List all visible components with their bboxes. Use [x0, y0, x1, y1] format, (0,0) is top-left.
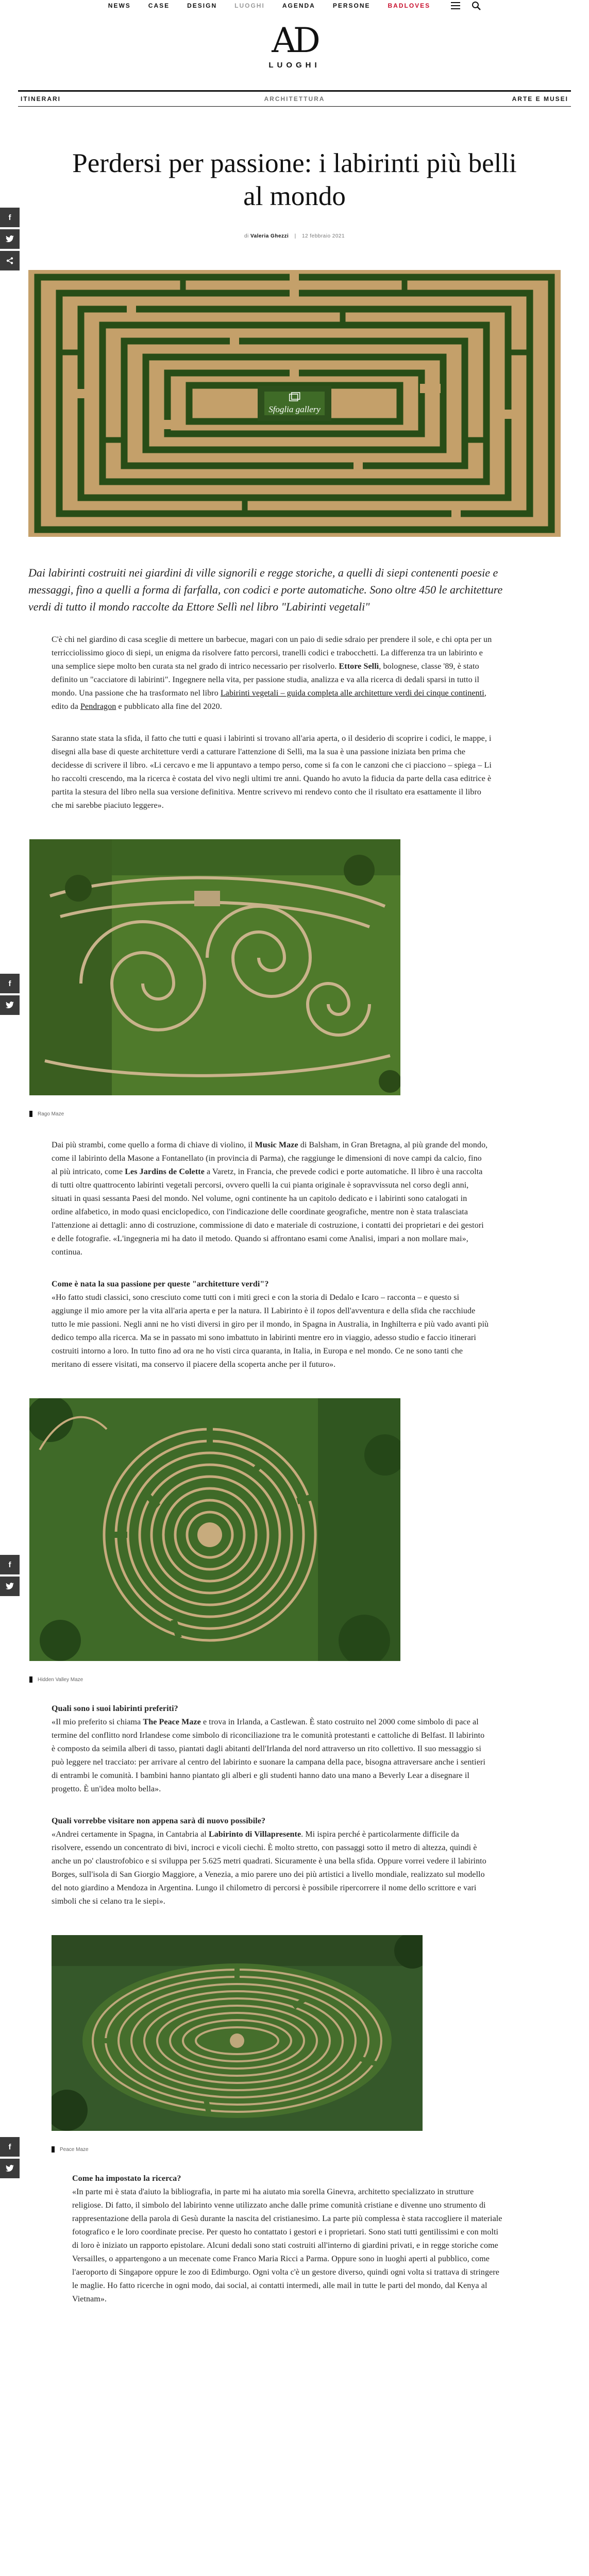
paragraph-3 — [52, 1139, 490, 1259]
article-lead: Dai labirinti costruiti nei giardini di ville signorili e regge storiche, a quelli di siepi contenenti poesie e messaggi, fino a quelli a forma di farfalla, con codici e porte automatiche. Sono oltre 450 le architetture verdi di tutto il mondo raccolte da Ettore Sellì nel libro "Labirinti vegetali" — [28, 566, 503, 613]
share-rail — [0, 208, 20, 273]
nav-item-design[interactable]: DESIGN — [187, 2, 217, 9]
facebook-share-button[interactable] — [0, 208, 20, 227]
article-title: Perdersi per passione: i labirinti più belli al mondo — [72, 148, 517, 211]
paragraph-2: Saranno state stata la sfida, il fatto che tutti e quasi i labirinti si trovano all'aria aperta, o il desiderio di scoprire i codici, le mappe, i disegni alla base di queste architetture verdi a catturare l'attenzione di Sellì, ma la sua è una passione iniziata ben prima che decidesse di scrivere il libro. «Li cercavo e me li appuntavo a tempo perso, come si fa con le canzoni che ci piacciono – spiega – Li ho raccolti crescendo, ma la ricerca è costata del vivo negli ultimi tre anni. Quando ho avuto la fiducia da parte della casa editrice è partita la stesura del libro nella sua versione definitiva. Mentre scrivevo mi rendevo conto che il risultato era esattamente il libro che mi sarebbe piaciuto leggere». — [52, 734, 492, 810]
nav-item-news[interactable]: NEWS — [108, 2, 131, 9]
brand-logo[interactable] — [0, 11, 589, 70]
a1-text-b: dell'avventura e della sfida che racchiude tutto le mie passioni. Negli anni ne ho visti diversi in giro per il mondo, in Spagna in Australia, in Inghilterra e più vado avanti più dedico tempo alla ricerca. Ma se in passato mi sono imbattuto in labirinti mentre ero in viaggio, adesso studio e faccio itinerari costruiti intorno a loro. In tutto fino ad ora ne ho visti circa quaranta, in Italia, in Europa e nel mondo. Ce ne sono tanti che meritano di essere visitati, ma conservo il piacere della scoperta anche per il futuro». — [52, 1307, 489, 1369]
question-1: Come è nata la sua passione per queste "architetture verdi"? — [52, 1280, 269, 1289]
answer-2 — [52, 1716, 490, 1796]
menu-icon[interactable] — [451, 2, 460, 9]
p3-text-a: Dai più strambi, come quello a forma di chiave di violino, il — [52, 1141, 255, 1149]
caption-hidden-valley-maze — [29, 1676, 589, 1683]
answer-1 — [52, 1291, 490, 1371]
nav-item-badloves[interactable]: BADLOVES — [388, 2, 431, 9]
gallery-icon — [289, 392, 300, 401]
twitter-share-button-3[interactable] — [0, 1577, 20, 1596]
logo-mark: AD — [272, 21, 317, 60]
section-navigation — [18, 90, 571, 107]
caption-text: Rago Maze — [38, 1111, 64, 1117]
publisher-link[interactable]: Pendragon — [80, 702, 116, 711]
twitter-icon — [6, 2165, 14, 2172]
hero-image[interactable] — [28, 270, 561, 537]
rago-maze-image[interactable] — [29, 839, 400, 1095]
p1-text-c: , edito da — [52, 689, 486, 711]
caption-text: Hidden Valley Maze — [38, 1676, 83, 1683]
twitter-icon — [6, 1002, 14, 1009]
p3-text-b: di Balsham, in Gran Bretagna, al più grande del mondo, come il labirinto della Masone a Fontanellato (in provincia di Parma), che raggiunge le dimensioni di nove campi da calcio, fino al più intricato, come — [52, 1141, 488, 1176]
facebook-icon: f — [8, 979, 11, 988]
hidden-valley-maze-image[interactable] — [29, 1398, 400, 1661]
search-icon[interactable] — [472, 1, 481, 10]
p1-name: Ettore Sellì — [339, 662, 379, 671]
section-link-architettura[interactable]: ARCHITETTURA — [264, 95, 325, 103]
byline — [0, 233, 589, 239]
p1-text-b: , bolognese, classe '89, è stato definito un "cacciatore di labirinti". Ingegnere nella vita, per passione studia, analizza e va alla ricerca di dedali sparsi in tutto il mondo. Una passione che ha trasformato nel libro — [52, 662, 479, 698]
peace-maze-image[interactable] — [52, 1935, 423, 2131]
question-3: Quali vorrebbe visitare non appena sarà di nuovo possibile? — [52, 1817, 266, 1825]
article-body-4 — [72, 2172, 505, 2306]
twitter-icon — [6, 235, 14, 243]
p3-name: Music Maze — [255, 1141, 298, 1149]
share-rail-3 — [0, 1555, 20, 1598]
author-name[interactable]: Valeria Ghezzi — [250, 233, 289, 239]
facebook-icon: f — [8, 213, 11, 222]
question-4: Come ha impostato la ricerca? — [72, 2174, 181, 2183]
twitter-share-button-2[interactable] — [0, 995, 20, 1015]
p1-text-d: e pubblicato alla fine del 2020. — [116, 702, 222, 711]
a3-text-b: . Mi ispira perché è particolarmente difficile da risolvere, essendo un concentrato di bivi, incroci e vicoli ciechi. È molto stretto, con passaggi sotto il metro di altezza, quindi è anche un po' claustrofobico e si sviluppa per 5.625 metri quadrati. Sicuramente è una bella sfida. Oppure vorrei vedere il labirinto Borges, sull'isola di San Giorgio Maggiore, a Venezia, a mio parere uno dei più artistici a livello mondiale, realizzato sul modello del noto giardino a Mendoza in Argentina. Lungo il chilometro di percorsi è possibile ripercorrere il nome dello scrittore e vari simboli che si celano tra le siepi». — [52, 1830, 486, 1906]
byline-separator: | — [294, 233, 296, 239]
a2-name: The Peace Maze — [143, 1718, 201, 1726]
a1-italic: topos — [317, 1307, 335, 1315]
section-link-arte-e-musei[interactable]: ARTE E MUSEI — [512, 95, 568, 103]
share-rail-4 — [0, 2137, 20, 2180]
facebook-icon: f — [8, 1560, 11, 1569]
publish-date: 12 febbraio 2021 — [301, 233, 345, 239]
share-rail-2 — [0, 974, 20, 1017]
gallery-label: Sfoglia gallery — [268, 404, 321, 414]
share-icon — [6, 257, 13, 264]
caption-marker — [29, 1676, 32, 1683]
paragraph-1 — [52, 633, 492, 714]
a2-text-b: e trova in Irlanda, a Castlewan. È stato costruito nel 2000 come simbolo di pace al termine del conflitto nord Irlandese come simbolo di riconciliazione tra le comunità protestanti e cattoliche di Belfast. Il labirinto è composto da seimila alberi di tasso, piantati dagli abitanti dell'Irlanda del nord attraverso un rito collettivo. Il suo messaggio si può leggere nel tracciato: per arrivare al centro del labirinto e suonare la campana della pace, bisogna attraversare anche i sentieri di entrambi le comunità. I bambini hanno piantato gli alberi e gli studenti hanno dato una mano a Beverly Lear a disegnare il progetto. È un'idea molto bella». — [52, 1718, 485, 1793]
answer-4: «In parte mi è stata d'aiuto la bibliografia, in parte mi ha aiutato mia sorella Ginevra, architetto specializzato in strutture religiose. Di fatto, il simbolo del labirinto venne utilizzato anche dalle prime comunità cristiane e divenne uno strumento di rappresentazione della parola di Gesù durante la nascita del cristianesimo. La parte più complessa è stata raccogliere il materiale fotografico e le loro coordinate precise. Per questo ho contattato i gestori e i proprietari. Sono stati tutti gentilissimi e con molti di loro è iniziato un rapporto epistolare. Alcuni dedali sono stati costruiti all'interno di giardini privati, e in regge storiche come Versailles, o appartengono a un mecenate come Franco Maria Ricci a Parma. Oppure sono in luoghi aperti al pubblico, come l'aeroporto di Singapore oppure le zoo di Edimburgo. Ogni volta c'è un gestore diverso, quindi ogni volta si trattava di stringere le maglie. Ho fatto ricerche in ogni modo, dai social, ai contatti intermedi, alle mail in tutte le parti del mondo, dal Kenya al Vietnam». — [72, 2188, 502, 2303]
facebook-share-button-3[interactable] — [0, 1555, 20, 1574]
nav-item-case[interactable]: CASE — [148, 2, 170, 9]
twitter-share-button-4[interactable] — [0, 2159, 20, 2178]
facebook-icon: f — [8, 2142, 11, 2151]
a1-text-a: «Ho fatto studi classici, sono cresciuto come tutti con i miti greci e con la storia di Dedalo e Icaro – racconta – e questo si aggiunge il mio amore per la vita all'aria aperta e per la natura. Il Labirinto è il — [52, 1293, 460, 1315]
facebook-share-button-4[interactable] — [0, 2137, 20, 2157]
nav-item-persone[interactable]: PERSONE — [332, 2, 371, 9]
caption-marker — [29, 1111, 32, 1117]
article-body-3 — [52, 1702, 490, 1908]
nav-item-agenda[interactable]: AGENDA — [282, 2, 315, 9]
facebook-share-button-2[interactable] — [0, 974, 20, 993]
caption-text: Peace Maze — [60, 2146, 89, 2153]
answer-3 — [52, 1828, 490, 1908]
gallery-button[interactable] — [268, 392, 321, 415]
caption-marker — [52, 2146, 55, 2153]
article-body-2 — [52, 1139, 490, 1371]
question-2: Quali sono i suoi labirinti preferiti? — [52, 1704, 178, 1713]
p3-text-c: a Varetz, in Francia, che prevede codici e porte automatiche. Il libro è una raccolta di tutti oltre quattrocento labirinti vegetali percorsi, ovvero quelli la cui pianta originale è sopravvissuta nel corso degli anni, situati in quasi sessanta Paesi del mondo. Nel volume, ogni continente ha un capitolo dedicato e i labirinti sono catalogati in ordine alfabetico, in modo quasi enciclopedico, con l'indicazione delle coordinate geografiche, mentre non è stata tralasciata l'attenzione ai dettagli: anno di costruzione, commissione di dato e materiale di costruzione, i contatti dei proprietari e dei gestori e delle fotografie. «L'ingegneria mi ha dato il metodo. Quando si affrontano esami come Analisi, impari a non mollare mai», continua. — [52, 1167, 484, 1257]
caption-rago-maze — [29, 1111, 589, 1117]
caption-peace-maze — [52, 2146, 589, 2153]
a2-text-a: «Il mio preferito si chiama — [52, 1718, 143, 1726]
hidden-valley-maze-illustration — [29, 1398, 400, 1661]
twitter-icon — [6, 1583, 14, 1590]
nav-item-luoghi[interactable]: LUOGHI — [234, 2, 265, 9]
top-navigation — [0, 0, 589, 11]
rago-maze-illustration — [29, 839, 400, 1095]
byline-prefix: di — [244, 233, 249, 239]
section-link-itinerari[interactable]: ITINERARI — [21, 95, 61, 103]
logo-section: LUOGHI — [268, 61, 321, 70]
a3-name: Labirinto di Villapresente — [208, 1830, 301, 1839]
share-button[interactable] — [0, 251, 20, 270]
twitter-share-button[interactable] — [0, 229, 20, 249]
a3-text-a: «Andrei certamente in Spagna, in Cantabria al — [52, 1830, 209, 1839]
p3-name-2: Les Jardins de Colette — [125, 1167, 205, 1176]
nav-icons — [451, 1, 481, 10]
book-link[interactable]: Labirinti vegetali – guida completa alle architetture verdi dei cinque continenti — [220, 689, 484, 698]
article-body-1 — [52, 633, 492, 812]
peace-maze-illustration — [52, 1935, 423, 2131]
p1-text-a: C'è chi nel giardino di casa sceglie di mettere un barbecue, magari con un paio di sedie sdraio per prendere il sole, e chi opta per un terricciolissimo gioco di siepi, un enigma da risolvere fatto percorsi, tranelli codici e trabocchetti. La differenza tra un labirinto e una semplice siepe molto ben curata sta nel grado di intrico necessario per risolverlo. — [52, 635, 492, 671]
